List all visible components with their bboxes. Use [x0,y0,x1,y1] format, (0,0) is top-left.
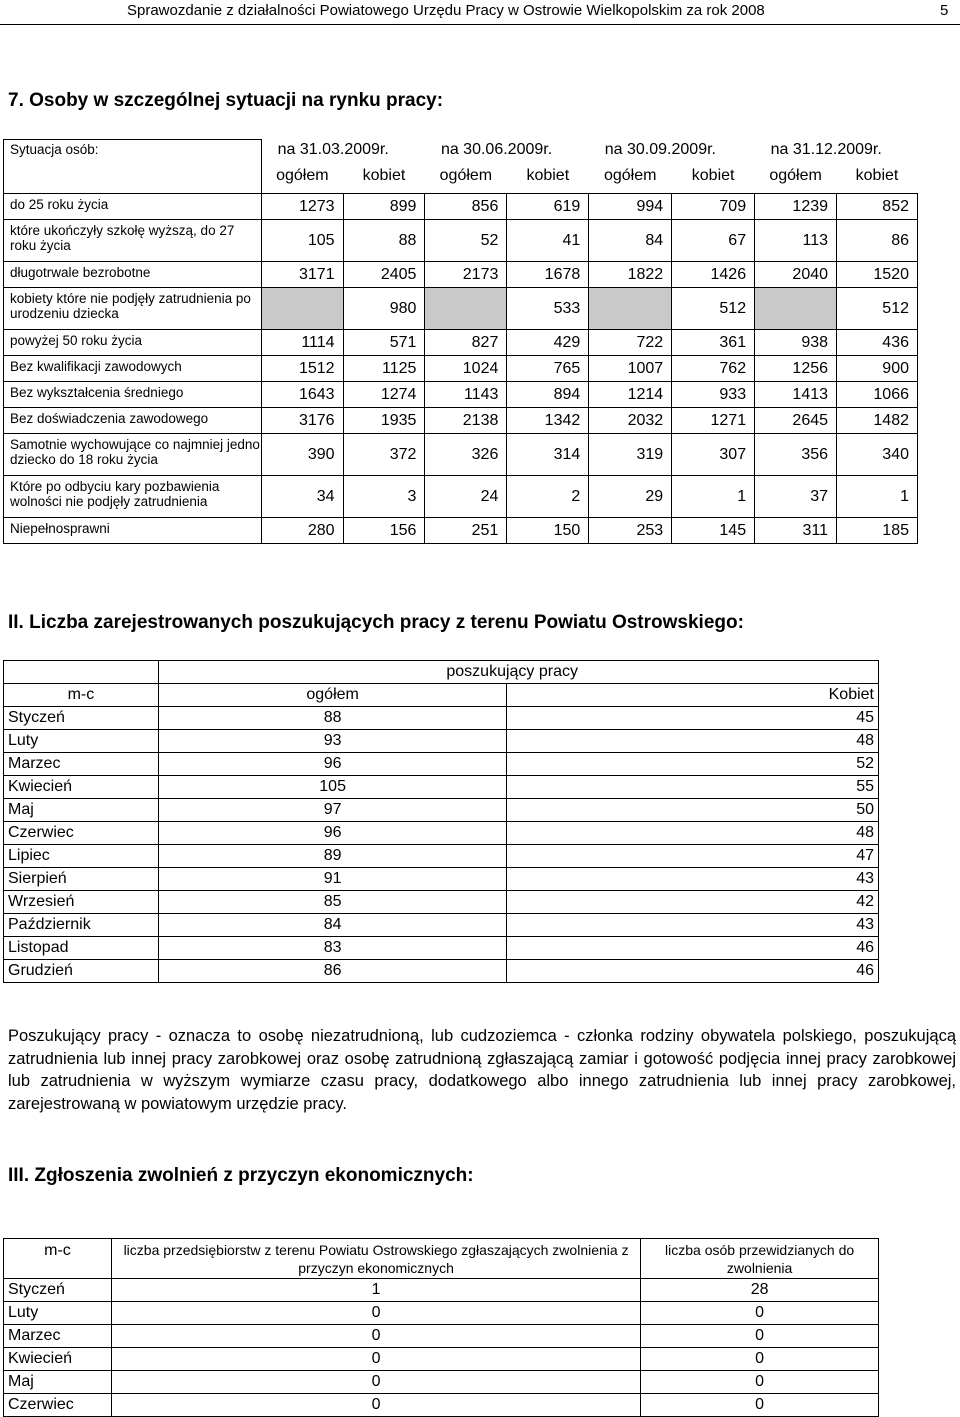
value-cell: 1 [837,476,918,518]
subheader-cell: kobiet [507,160,589,194]
row-label: długotrwale bezrobotne [4,262,262,288]
table-row [4,434,918,476]
value-cell: 253 [589,518,672,544]
value-cell: 319 [589,434,672,476]
row-label: Bez kwalifikacji zawodowych [4,356,262,382]
value-cell: 1520 [837,262,918,288]
row-label: Niepełnosprawni [4,518,262,544]
value-cell: 938 [755,330,837,356]
month-cell: Czerwiec [4,822,159,845]
month-cell: Styczeń [4,707,159,730]
value-cell: 1239 [755,194,837,220]
value-cell: 900 [837,356,918,382]
value-cell: 899 [343,194,425,220]
definition-paragraph: Poszukujący pracy - oznacza to osobę niezatrudnioną, lub cudzoziemca - członka rodziny obywatela polskiego, poszukującą zatrudnienia lub innej pracy zarobkowej oraz osobę zatrudnioną zgłaszającą zamiar i gotowość podjęcia innej pracy zarobkowej lub zatrudnienia w wyższym wymiarze czasu pracy, dodatkowego albo innego zatrudnienia lub innej pracy zarobkowej, zarejestrowaną w powiatowym urzędzie pracy. [8,1027,956,1113]
col-month: m-c [4,684,159,707]
value-cell: 251 [425,518,507,544]
value-cell: 356 [755,434,837,476]
table-row [4,1279,879,1302]
header-divider [0,24,960,25]
date-header: na 31.03.2009r. [277,140,389,158]
total-cell: 88 [158,707,507,730]
women-cell: 46 [507,960,879,983]
subheader-cell: kobiet [837,160,918,194]
table-row [4,1348,879,1371]
table-row [4,288,918,330]
value-cell: 84 [589,220,672,262]
subheader-cell: kobiet [672,160,755,194]
value-cell: 722 [589,330,672,356]
value-cell: 933 [672,382,755,408]
value-cell: 2138 [425,408,507,434]
value-cell: 150 [507,518,589,544]
total-cell: 105 [158,776,507,799]
group-header: poszukujący pracy [158,661,878,684]
value-cell: 1413 [755,382,837,408]
table-row [4,891,879,914]
value-cell: 52 [425,220,507,262]
companies-cell: 1 [111,1279,640,1302]
value-cell: 1822 [589,262,672,288]
value-cell: 29 [589,476,672,518]
corner-label: Sytuacja osób: [4,140,262,194]
value-cell: 1256 [755,356,837,382]
col-women: Kobiet [507,684,879,707]
value-cell [755,288,837,330]
table-row [4,1325,879,1348]
persons-cell: 0 [641,1302,879,1325]
companies-cell: 0 [111,1371,640,1394]
table-row [4,799,879,822]
value-cell: 856 [425,194,507,220]
value-cell: 311 [755,518,837,544]
value-cell: 326 [425,434,507,476]
table-row [4,707,879,730]
value-cell: 1271 [672,408,755,434]
special-situation-table [3,139,918,544]
table-row [4,220,918,262]
persons-cell: 0 [641,1371,879,1394]
total-cell: 97 [158,799,507,822]
table-row [4,960,879,983]
value-cell: 512 [837,288,918,330]
value-cell: 2645 [755,408,837,434]
value-cell: 3 [343,476,425,518]
table-row [4,476,918,518]
value-cell [589,288,672,330]
row-label: powyżej 50 roku życia [4,330,262,356]
month-cell: Marzec [4,1325,112,1348]
row-label: Bez doświadczenia zawodowego [4,408,262,434]
month-cell: Lipiec [4,845,159,868]
date-header: na 30.06.2009r. [440,140,553,158]
table-row [4,408,918,434]
table-row [4,776,879,799]
persons-cell: 0 [641,1394,879,1417]
value-cell: 2032 [589,408,672,434]
month-cell: Kwiecień [4,1348,112,1371]
table-row [4,845,879,868]
page-number: 5 [940,2,949,19]
table-row [4,868,879,891]
value-cell: 1342 [507,408,589,434]
value-cell: 113 [755,220,837,262]
value-cell: 1426 [672,262,755,288]
value-cell: 1125 [343,356,425,382]
women-cell: 55 [507,776,879,799]
value-cell: 185 [837,518,918,544]
value-cell: 1007 [589,356,672,382]
value-cell: 512 [672,288,755,330]
value-cell: 2 [507,476,589,518]
total-cell: 91 [158,868,507,891]
table-row [4,1371,879,1394]
value-cell: 1114 [261,330,343,356]
value-cell: 1273 [261,194,343,220]
layoffs-table [3,1238,879,1417]
value-cell: 765 [507,356,589,382]
table-row [4,330,918,356]
month-cell: Styczeń [4,1279,112,1302]
persons-cell: 0 [641,1348,879,1371]
value-cell: 852 [837,194,918,220]
row-label: Które po odbyciu kary pozbawienia wolności nie podjęły zatrudnienia [4,476,262,518]
companies-cell: 0 [111,1348,640,1371]
job-seekers-table [3,660,879,983]
companies-cell: 0 [111,1394,640,1417]
subheader-cell: ogółem [261,160,343,194]
value-cell: 1274 [343,382,425,408]
value-cell: 1066 [837,382,918,408]
value-cell [425,288,507,330]
value-cell: 34 [261,476,343,518]
value-cell: 280 [261,518,343,544]
row-label: które ukończyły szkołę wyższą, do 27 roku życia [4,220,262,262]
value-cell: 571 [343,330,425,356]
women-cell: 43 [507,868,879,891]
row-label: do 25 roku życia [4,194,262,220]
value-cell: 105 [261,220,343,262]
total-cell: 89 [158,845,507,868]
subheader-cell: ogółem [425,160,507,194]
report-title: Sprawozdanie z działalności Powiatowego Urzędu Pracy w Ostrowie Wielkopolskim za rok 2008 [127,2,765,19]
row-label: Bez wykształcenia średniego [4,382,262,408]
value-cell: 1512 [261,356,343,382]
value-cell: 2173 [425,262,507,288]
date-header: na 31.12.2009r. [770,140,882,158]
table-row [4,914,879,937]
month-cell: Luty [4,1302,112,1325]
table-row [4,1394,879,1417]
value-cell: 1024 [425,356,507,382]
value-cell: 619 [507,194,589,220]
row-label: kobiety które nie podjęły zatrudnienia po urodzeniu dziecka [4,288,262,330]
month-cell: Czerwiec [4,1394,112,1417]
value-cell: 1482 [837,408,918,434]
col-total: ogółem [158,684,507,707]
value-cell: 436 [837,330,918,356]
value-cell: 1678 [507,262,589,288]
total-cell: 96 [158,753,507,776]
persons-cell: 28 [641,1279,879,1302]
table-row [4,753,879,776]
women-cell: 42 [507,891,879,914]
value-cell: 37 [755,476,837,518]
month-cell: Marzec [4,753,159,776]
total-cell: 86 [158,960,507,983]
month-cell: Grudzień [4,960,159,983]
table-row [4,356,918,382]
month-cell: Maj [4,799,159,822]
value-cell: 709 [672,194,755,220]
women-cell: 50 [507,799,879,822]
value-cell: 1935 [343,408,425,434]
table-row [4,1302,879,1325]
month-cell: Październik [4,914,159,937]
value-cell: 2040 [755,262,837,288]
women-cell: 43 [507,914,879,937]
page-header [0,0,960,22]
women-cell: 48 [507,730,879,753]
table-row [4,194,918,220]
value-cell: 307 [672,434,755,476]
table-row [4,382,918,408]
month-cell: Kwiecień [4,776,159,799]
col-companies: liczba przedsiębiorstw z terenu Powiatu Ostrowskiego zgłaszających zwolnienia z przyczyn ekonomicznych [111,1239,640,1279]
table-row [4,262,918,288]
col-month: m-c [4,1239,112,1279]
companies-cell: 0 [111,1325,640,1348]
value-cell: 67 [672,220,755,262]
month-cell: Wrzesień [4,891,159,914]
women-cell: 52 [507,753,879,776]
value-cell: 340 [837,434,918,476]
value-cell: 762 [672,356,755,382]
value-cell: 3171 [261,262,343,288]
value-cell: 980 [343,288,425,330]
month-cell: Sierpień [4,868,159,891]
women-cell: 46 [507,937,879,960]
month-cell: Luty [4,730,159,753]
table-row [4,822,879,845]
value-cell: 314 [507,434,589,476]
value-cell: 24 [425,476,507,518]
value-cell: 390 [261,434,343,476]
date-header: na 30.09.2009r. [604,140,716,158]
value-cell: 372 [343,434,425,476]
section3-heading: III. Zgłoszenia zwolnień z przyczyn ekonomicznych: [8,1165,474,1186]
subheader-cell: kobiet [343,160,425,194]
value-cell: 994 [589,194,672,220]
value-cell: 827 [425,330,507,356]
table-row [4,518,918,544]
value-cell: 88 [343,220,425,262]
table-row [4,937,879,960]
persons-cell: 0 [641,1325,879,1348]
section2-heading: II. Liczba zarejestrowanych poszukujących pracy z terenu Powiatu Ostrowskiego: [8,612,744,633]
value-cell: 2405 [343,262,425,288]
total-cell: 85 [158,891,507,914]
value-cell: 145 [672,518,755,544]
total-cell: 96 [158,822,507,845]
total-cell: 93 [158,730,507,753]
subheader-cell: ogółem [755,160,837,194]
value-cell: 429 [507,330,589,356]
value-cell [261,288,343,330]
table-row [4,730,879,753]
value-cell: 156 [343,518,425,544]
total-cell: 83 [158,937,507,960]
month-cell: Maj [4,1371,112,1394]
women-cell: 48 [507,822,879,845]
value-cell: 894 [507,382,589,408]
value-cell: 86 [837,220,918,262]
women-cell: 45 [507,707,879,730]
subheader-cell: ogółem [589,160,672,194]
col-persons: liczba osób przewidzianych do zwolnienia [641,1239,879,1279]
value-cell: 3176 [261,408,343,434]
value-cell: 41 [507,220,589,262]
month-cell: Listopad [4,937,159,960]
row-label: Samotnie wychowujące co najmniej jedno dziecko do 18 roku życia [4,434,262,476]
value-cell: 533 [507,288,589,330]
value-cell: 1643 [261,382,343,408]
total-cell: 84 [158,914,507,937]
value-cell: 1143 [425,382,507,408]
women-cell: 47 [507,845,879,868]
value-cell: 1 [672,476,755,518]
value-cell: 1214 [589,382,672,408]
companies-cell: 0 [111,1302,640,1325]
value-cell: 361 [672,330,755,356]
section1-heading: 7. Osoby w szczególnej sytuacji na rynku pracy: [8,90,444,111]
